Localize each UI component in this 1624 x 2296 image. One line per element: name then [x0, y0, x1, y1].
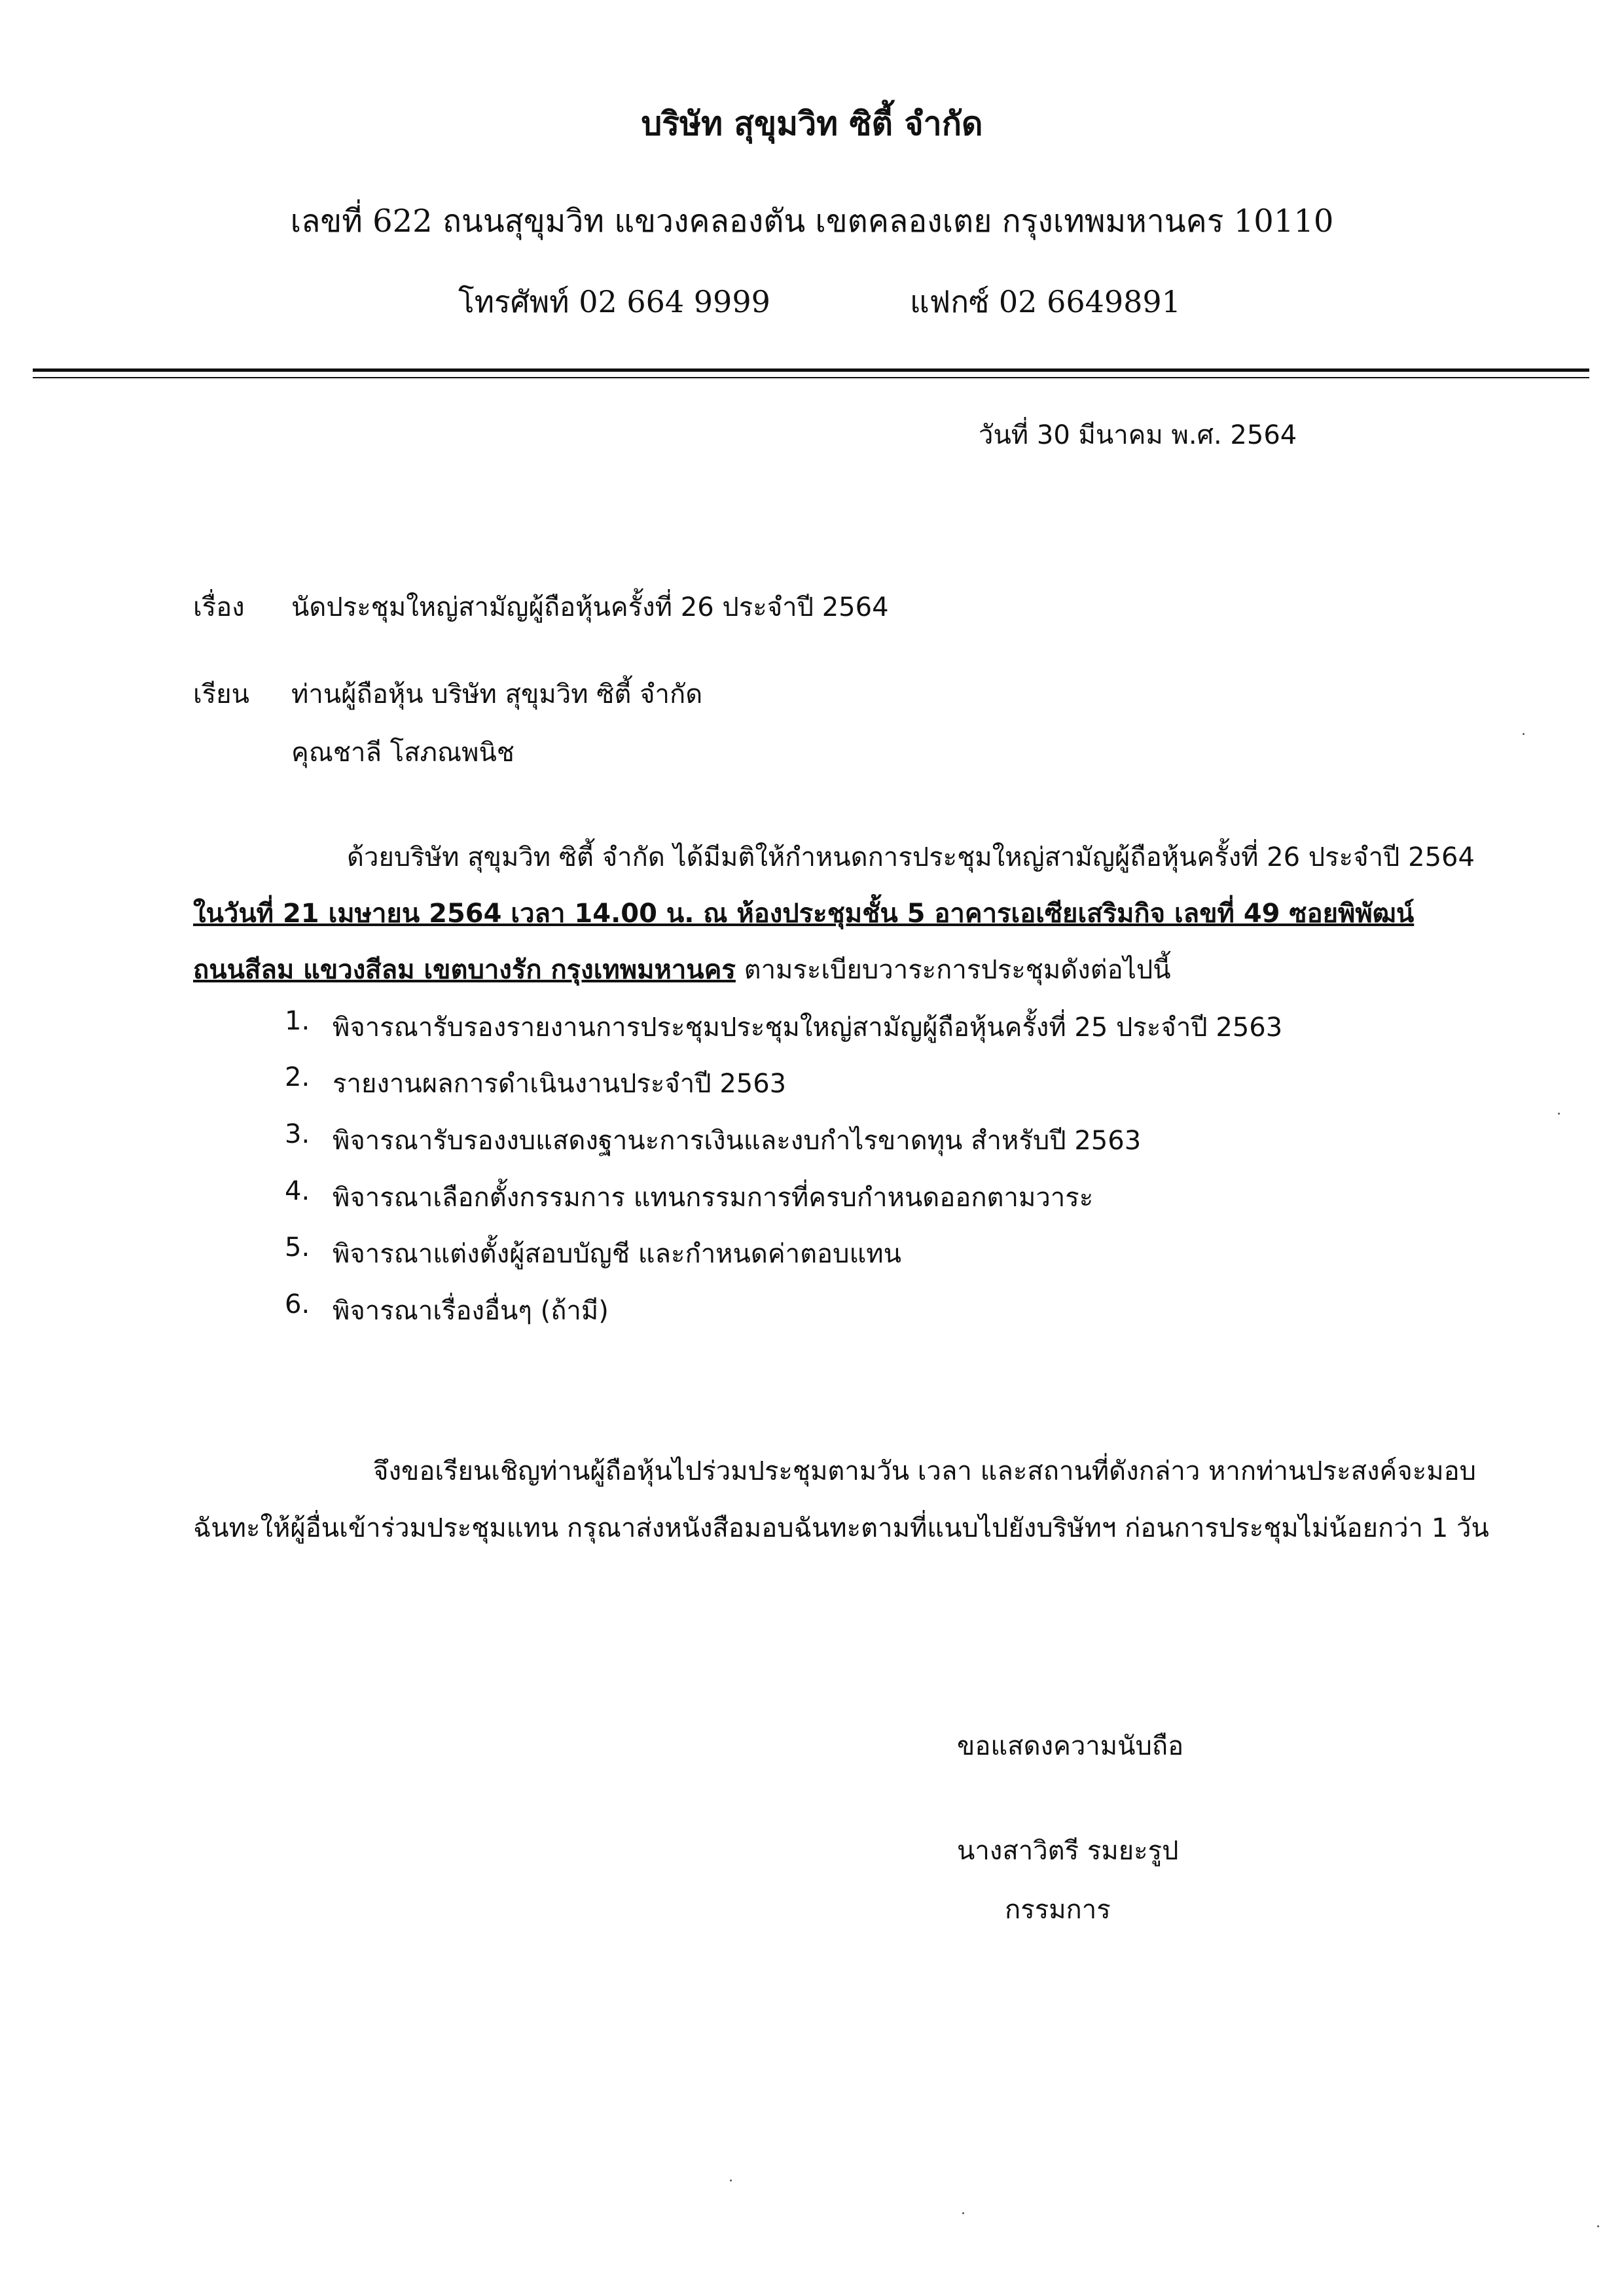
letterhead-divider-thin: [33, 377, 1589, 378]
closing-line-1: จึงขอเรียนเชิญท่านผู้ถือหุ้นไปร่วมประชุมตามวัน เวลา และสถานที่ดังกล่าว หากท่านประสงค์จะมอบ: [373, 1456, 1477, 1486]
agenda-item-text: พิจารณาเลือกตั้งกรรมการ แทนกรรมการที่ครบกำหนดออกตามวาระ: [333, 1183, 1094, 1213]
agenda-item-text: พิจารณารับรองรายงานการประชุมประชุมใหญ่สามัญผู้ถือหุ้นครั้งที่ 25 ประจำปี 2563: [333, 1013, 1283, 1043]
agenda-item-number: 2.: [285, 1062, 310, 1092]
signatory-name: นางสาวิตรี รมยะรูป: [957, 1836, 1179, 1866]
letter-date: วันที่ 30 มีนาคม พ.ศ. 2564: [979, 420, 1297, 450]
recipient-line-2: คุณชาลี โสภณพนิช: [291, 738, 514, 768]
scan-speck: [962, 2212, 964, 2214]
agenda-item-number: 4.: [285, 1176, 310, 1206]
body-line-2-meeting-details: ในวันที่ 21 เมษายน 2564 เวลา 14.00 น. ณ ห้องประชุมชั้น 5 อาคารเอเซียเสริมกิจ เลขที่ 49 ซอยพิพัฒน์: [193, 899, 1415, 929]
meeting-location: ถนนสีลม แขวงสีลม เขตบางรัก กรุงเทพมหานคร: [193, 955, 736, 985]
agenda-item-number: 6.: [285, 1289, 310, 1319]
subject-text: นัดประชุมใหญ่สามัญผู้ถือหุ้นครั้งที่ 26 ประจำปี 2564: [291, 592, 889, 622]
agenda-item-text: พิจารณารับรองงบแสดงฐานะการเงินและงบกำไรขาดทุน สำหรับปี 2563: [333, 1126, 1142, 1156]
letterhead-divider-thick: [33, 368, 1589, 372]
scan-speck: [1597, 2225, 1599, 2227]
signatory-title: กรรมการ: [1005, 1895, 1111, 1925]
subject-label: เรื่อง: [193, 592, 245, 622]
scan-speck: [1523, 733, 1525, 735]
scan-speck: [730, 2179, 732, 2181]
recipient-line-1: ท่านผู้ถือหุ้น บริษัท สุขุมวิท ซิตี้ จำกัด: [291, 679, 703, 709]
company-address: เลขที่ 622 ถนนสุขุมวิท แขวงคลองตัน เขตคลองเตย กรุงเทพมหานคร 10110: [290, 203, 1334, 240]
agenda-item-number: 3.: [285, 1119, 310, 1149]
signature-regards: ขอแสดงความนับถือ: [957, 1731, 1184, 1761]
agenda-item-number: 1.: [285, 1006, 310, 1036]
body-line-3: [193, 948, 1171, 990]
agenda-item-number: 5.: [285, 1232, 310, 1263]
agenda-item-text: พิจารณาเรื่องอื่นๆ (ถ้ามี): [333, 1296, 609, 1326]
company-name: บริษัท สุขุมวิท ซิตี้ จำกัด: [641, 104, 983, 143]
recipient-label: เรียน: [193, 679, 249, 709]
company-phone: โทรศัพท์ 02 664 9999: [458, 284, 770, 319]
body-line-3-rest: ตามระเบียบวาระการประชุมดังต่อไปนี้: [735, 955, 1171, 985]
body-line-1: ด้วยบริษัท สุขุมวิท ซิตี้ จำกัด ได้มีมติให้กำหนดการประชุมใหญ่สามัญผู้ถือหุ้นครั้งที่ 26 ประจำปี 2564: [347, 842, 1475, 872]
closing-line-2: ฉันทะให้ผู้อื่นเข้าร่วมประชุมแทน กรุณาส่งหนังสือมอบฉันทะตามที่แนบไปยังบริษัทฯ ก่อนการประชุมไม่น้อยกว่า 1 วัน: [193, 1513, 1489, 1543]
scan-speck: [1558, 1113, 1560, 1115]
agenda-item-text: พิจารณาแต่งตั้งผู้สอบบัญชี และกำหนดค่าตอบแทน: [333, 1239, 901, 1269]
agenda-item-text: รายงานผลการดำเนินงานประจำปี 2563: [333, 1069, 787, 1099]
company-fax: แฟกซ์ 02 6649891: [910, 284, 1181, 319]
